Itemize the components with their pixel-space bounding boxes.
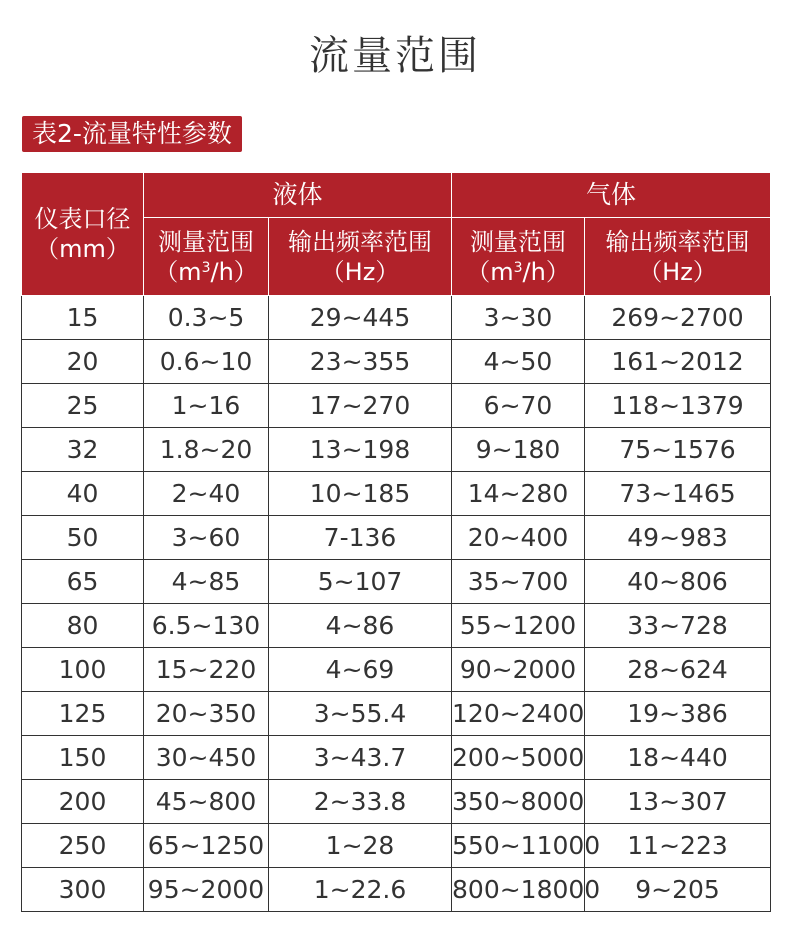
cell-gas-freq: 9~205 (585, 868, 771, 912)
cell-size: 65 (22, 560, 144, 604)
cell-liquid-freq: 4~69 (269, 648, 452, 692)
flow-spec-table (21, 172, 771, 912)
table-caption-tag: 表2-流量特性参数 (22, 116, 242, 152)
table-row (22, 340, 771, 384)
cell-liquid-flow: 6.5~130 (144, 604, 269, 648)
cell-gas-flow: 550~11000 (452, 824, 585, 868)
cell-gas-freq: 73~1465 (585, 472, 771, 516)
table-row (22, 516, 771, 560)
cell-gas-flow: 6~70 (452, 384, 585, 428)
cell-size: 150 (22, 736, 144, 780)
table-row (22, 560, 771, 604)
cell-gas-freq: 269~2700 (585, 296, 771, 340)
table-row (22, 692, 771, 736)
header-liquid-freq: 输出频率范围 （Hz） (269, 218, 452, 296)
cell-liquid-freq: 1~22.6 (269, 868, 452, 912)
table-row (22, 648, 771, 692)
table-row (22, 428, 771, 472)
cell-liquid-flow: 4~85 (144, 560, 269, 604)
cell-gas-freq: 18~440 (585, 736, 771, 780)
cell-gas-freq: 13~307 (585, 780, 771, 824)
header-liquid-flow: 测量范围 $(m^3/h)$ (144, 218, 269, 296)
page-title: 流量范围 (309, 33, 481, 79)
header-gas: 气体 (452, 173, 771, 218)
cell-liquid-flow: 30~450 (144, 736, 269, 780)
cell-size: 80 (22, 604, 144, 648)
cell-size: 40 (22, 472, 144, 516)
cell-liquid-flow: 3~60 (144, 516, 269, 560)
header-gas-flow: 测量范围 $(m^3/h)$ (452, 218, 585, 296)
cell-size: 50 (22, 516, 144, 560)
table-row (22, 780, 771, 824)
cell-liquid-freq: 3~55.4 (269, 692, 452, 736)
cell-gas-flow: 35~700 (452, 560, 585, 604)
cell-gas-flow: 55~1200 (452, 604, 585, 648)
header-gas-freq: 输出频率范围 （Hz） (585, 218, 771, 296)
cell-size: 15 (22, 296, 144, 340)
cell-liquid-freq: 5~107 (269, 560, 452, 604)
cell-liquid-flow: 20~350 (144, 692, 269, 736)
cell-gas-freq: 40~806 (585, 560, 771, 604)
cell-gas-flow: 3~30 (452, 296, 585, 340)
cell-gas-freq: 118~1379 (585, 384, 771, 428)
table-row (22, 384, 771, 428)
cell-size: 32 (22, 428, 144, 472)
cell-gas-freq: 161~2012 (585, 340, 771, 384)
cell-gas-flow: 9~180 (452, 428, 585, 472)
cell-liquid-flow: 1.8~20 (144, 428, 269, 472)
cell-liquid-flow: 0.6~10 (144, 340, 269, 384)
cell-gas-freq: 19~386 (585, 692, 771, 736)
cell-size: 20 (22, 340, 144, 384)
table-row (22, 868, 771, 912)
cell-liquid-freq: 4~86 (269, 604, 452, 648)
cell-size: 300 (22, 868, 144, 912)
cell-liquid-flow: 1~16 (144, 384, 269, 428)
cell-liquid-freq: 2~33.8 (269, 780, 452, 824)
cell-liquid-freq: 29~445 (269, 296, 452, 340)
table-row (22, 296, 771, 340)
cell-liquid-freq: 17~270 (269, 384, 452, 428)
cell-size: 100 (22, 648, 144, 692)
cell-gas-freq: 28~624 (585, 648, 771, 692)
cell-gas-flow: 90~2000 (452, 648, 585, 692)
table-row (22, 736, 771, 780)
table-row (22, 824, 771, 868)
cell-gas-flow: 14~280 (452, 472, 585, 516)
cell-size: 200 (22, 780, 144, 824)
cell-gas-flow: 120~2400 (452, 692, 585, 736)
cell-liquid-flow: 65~1250 (144, 824, 269, 868)
cell-gas-flow: 800~18000 (452, 868, 585, 912)
cell-gas-freq: 11~223 (585, 824, 771, 868)
cell-gas-flow: 350~8000 (452, 780, 585, 824)
header-size: 仪表口径 （mm） (22, 173, 144, 296)
table-row (22, 472, 771, 516)
cell-size: 25 (22, 384, 144, 428)
cell-gas-freq: 75~1576 (585, 428, 771, 472)
cell-liquid-flow: 2~40 (144, 472, 269, 516)
cell-gas-flow: 200~5000 (452, 736, 585, 780)
cell-gas-flow: 20~400 (452, 516, 585, 560)
cell-liquid-freq: 1~28 (269, 824, 452, 868)
cell-liquid-freq: 3~43.7 (269, 736, 452, 780)
cell-gas-freq: 49~983 (585, 516, 771, 560)
cell-liquid-flow: 0.3~5 (144, 296, 269, 340)
cell-gas-freq: 33~728 (585, 604, 771, 648)
cell-liquid-freq: 7-136 (269, 516, 452, 560)
cell-size: 125 (22, 692, 144, 736)
cell-liquid-flow: 45~800 (144, 780, 269, 824)
cell-liquid-flow: 15~220 (144, 648, 269, 692)
cell-liquid-freq: 23~355 (269, 340, 452, 384)
cell-size: 250 (22, 824, 144, 868)
cell-gas-flow: 4~50 (452, 340, 585, 384)
cell-liquid-freq: 13~198 (269, 428, 452, 472)
cell-liquid-flow: 95~2000 (144, 868, 269, 912)
header-liquid: 液体 (144, 173, 452, 218)
table-row (22, 604, 771, 648)
cell-liquid-freq: 10~185 (269, 472, 452, 516)
